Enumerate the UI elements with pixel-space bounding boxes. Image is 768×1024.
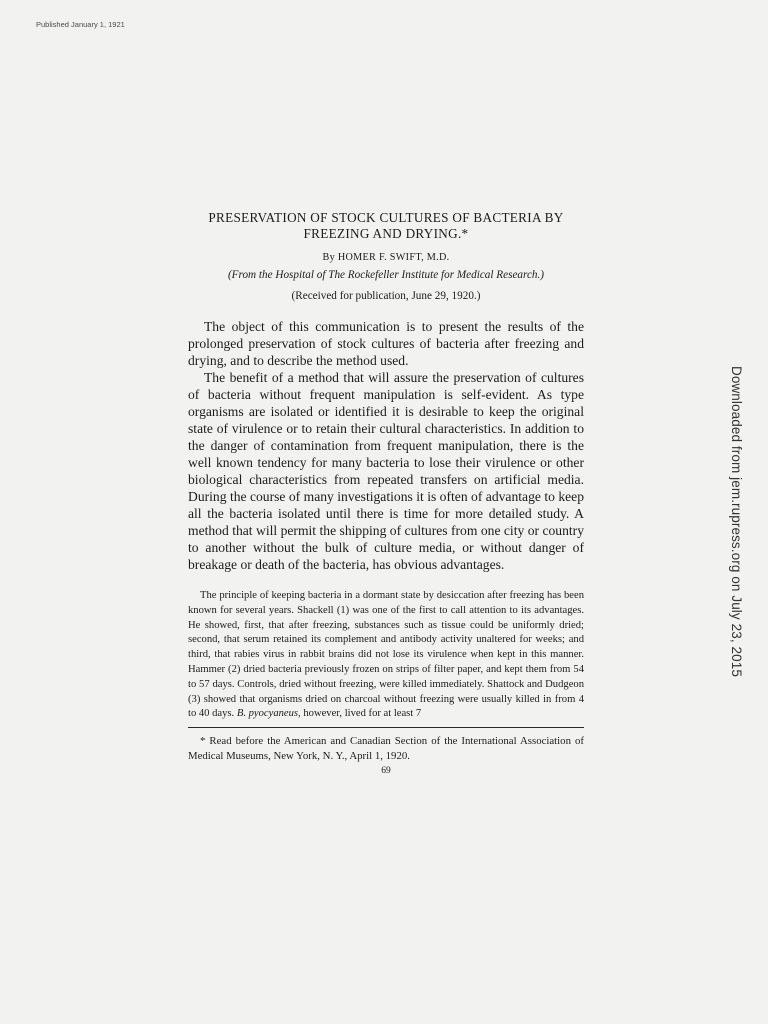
- received-date: (Received for publication, June 29, 1920.): [291, 290, 481, 302]
- download-watermark: Downloaded from jem.rupress.org on July 23, 2015: [729, 366, 744, 677]
- small-paragraph-text: The principle of keeping bacteria in a dormant state by desiccation after freezing has been known for several years. Shackell (1) was one of the first to call attention to its advantages. He showed, first, that after freezing, substances such as tissue could be uniformly dried; second, that serum retained its complement and antibody activity unaltered for weeks; and third, that rabies virus in rabbit brains did not lose its virulence when kept in this manner. Hammer (2) dried bacteria previously frozen on strips of filter paper, and kept them from 54 to 57 days. Controls, dried without freezing, were killed immediately. Shattock and Dudgeon (3) showed that organisms dried on charcoal without freezing were usually killed in from 4 to 40 days.: [188, 590, 584, 720]
- published-date: Published January 1, 1921: [36, 20, 125, 29]
- main-body: [188, 318, 584, 573]
- footnote-text: * Read before the American and Canadian Section of the International Association of Medical Museums, New York, N. Y., April 1, 1920.: [188, 735, 584, 763]
- article: [188, 210, 584, 776]
- article-title: PRESERVATION OF STOCK CULTURES OF BACTERIA BY FREEZING AND DRYING.*: [208, 210, 564, 241]
- body-paragraph-2: The benefit of a method that will assure the preservation of cultures of bacteria without frequent manipulation is self-evident. As type organisms are isolated or identified it is desirable to keep the original state of virulence or to retain their cultural characteristics. In addition to the danger of contamination from frequent manipulation, there is the well known tendency for many bacteria to lose their virulence or other biological characteristics from repeated transfers on artificial media. During the course of many investigations it is often of advantage to keep all the bacteria isolated until there is time for more detailed study. A method that will permit the shipping of cultures from one city or country to another without the bulk of culture media, or without danger of breakage or death of the bacteria, has obvious advantages.: [188, 370, 584, 572]
- small-paragraph: [188, 589, 584, 722]
- organism-name: B. pyocyaneus,: [236, 708, 301, 720]
- footnote-section: [188, 734, 584, 764]
- page-number: 69: [381, 766, 391, 777]
- body-paragraph-1: The object of this communication is to present the results of the prolonged preservation of stock cultures of bacteria after freezing and drying, and to describe the method used.: [188, 319, 584, 368]
- author-line: By HOMER F. SWIFT, M.D.: [322, 252, 450, 263]
- small-print-section: [188, 589, 584, 722]
- small-paragraph-tail: however, lived for at least 7: [303, 708, 422, 720]
- affiliation-line: (From the Hospital of The Rockefeller Institute for Medical Research.): [227, 269, 545, 281]
- footnote-divider: [188, 727, 584, 728]
